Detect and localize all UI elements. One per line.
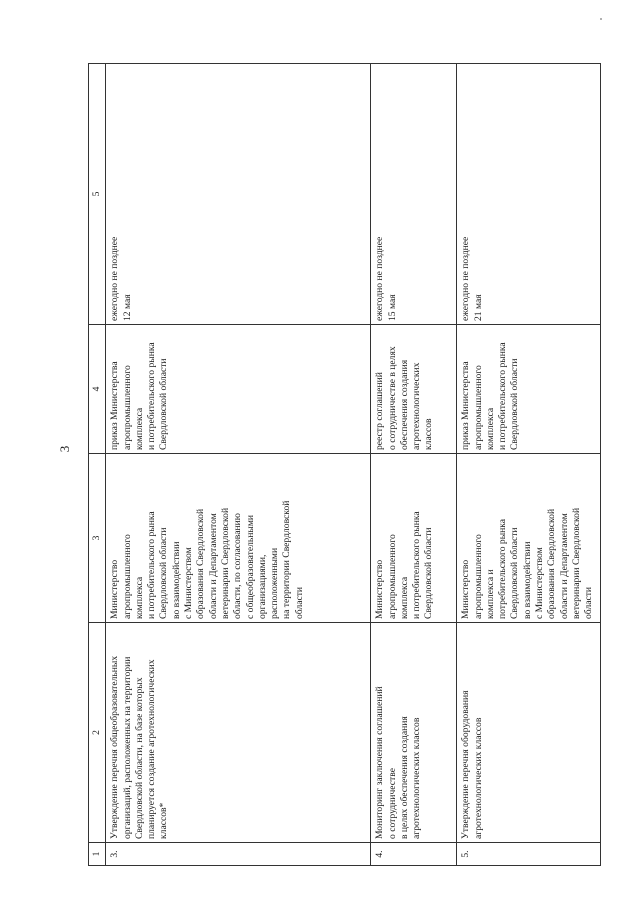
cell-text-line: с Министерством xyxy=(534,547,546,619)
table-row xyxy=(371,64,457,866)
cell-text-line: с общеобразовательными xyxy=(244,514,256,619)
table-header-row xyxy=(89,64,106,866)
cell-text-line: ветеринарии Свердловской xyxy=(570,507,582,619)
cell-text-line: агротехнологических классов xyxy=(411,717,423,839)
cell-text-line: агропромышленного xyxy=(386,534,398,619)
cell-text-line: комплекса xyxy=(484,407,496,450)
cell-text-line: организациями, xyxy=(256,554,268,619)
measure-description xyxy=(371,623,457,843)
cell-text-line: агропромышленного xyxy=(121,365,133,450)
measure-description xyxy=(106,623,371,843)
header-col-3: 3 xyxy=(89,454,106,623)
page-number: 3 xyxy=(57,445,72,453)
cell-text-line: классов* xyxy=(158,802,170,839)
cell-text-line: агропромышленного xyxy=(472,365,484,450)
cell-text-line: и потребительского рынка xyxy=(146,342,158,450)
cell-text-line: области, по согласованию xyxy=(232,513,244,619)
table-row xyxy=(457,64,601,866)
cell-text-line: и потребительского рынка xyxy=(146,511,158,619)
cell-text-line: 15 мая xyxy=(386,294,398,321)
cell-text-line: агротехнологических xyxy=(411,362,423,450)
cell-text-line: 21 мая xyxy=(472,294,484,321)
cell-text-line: о сотрудничестве в целях xyxy=(386,346,398,450)
header-col-5: 5 xyxy=(89,64,106,325)
row-number: 3. xyxy=(106,843,371,866)
cell-text-line: расположенными xyxy=(269,547,281,619)
cell-text-line: агропромышленного xyxy=(121,534,133,619)
cell-text-line: планируется создание агротехнологических xyxy=(146,659,158,839)
cell-text-line: 12 мая xyxy=(121,294,133,321)
cell-text-line: во взаимодействии xyxy=(170,541,182,619)
cell-text-line: Свердловской области xyxy=(509,527,521,619)
responsible-executors xyxy=(457,454,601,623)
cell-text-line: на территории Свердловской xyxy=(281,500,293,619)
cell-text-line: ежегодно не позднее xyxy=(109,236,121,321)
cell-text-line: в целях обеспечения создания xyxy=(398,716,410,839)
cell-text-line: Утверждение перечня оборудования xyxy=(460,690,472,839)
cell-text-line: ежегодно не позднее xyxy=(460,236,472,321)
cell-text-line: области и Департаментом xyxy=(207,513,219,619)
cell-text-line: и потребительского рынка xyxy=(411,511,423,619)
cell-text-line: ежегодно не позднее xyxy=(374,236,386,321)
cell-text-line: комплекса xyxy=(133,576,145,619)
cell-text-line: обеспечения создания xyxy=(398,359,410,450)
row-number: 5. xyxy=(457,843,601,866)
cell-text-line: ветеринарии Свердловской xyxy=(219,507,231,619)
table-row xyxy=(106,64,371,866)
result-document xyxy=(371,325,457,454)
cell-text-line: организаций, расположенных на территории xyxy=(121,656,133,839)
cell-text-line: Мониторинг заключения соглашений xyxy=(374,686,386,839)
cell-text-line: Свердловской области xyxy=(423,527,435,619)
cell-text-line: области и Департаментом xyxy=(558,513,570,619)
header-col-2: 2 xyxy=(89,623,106,843)
cell-text-line: Свердловской области xyxy=(158,358,170,450)
cell-text-line: Свердловской области, на базе которых xyxy=(133,677,145,839)
cell-text-line: образования Свердловской xyxy=(195,508,207,619)
cell-text-line: комплекса xyxy=(398,576,410,619)
cell-text-line: приказ Министерства xyxy=(109,361,121,450)
responsible-executors xyxy=(106,454,371,623)
cell-text-line: Свердловской области xyxy=(509,358,521,450)
measure-description xyxy=(457,623,601,843)
cell-text-line: о сотрудничестве xyxy=(386,768,398,839)
cell-text-line: Свердловской области xyxy=(158,527,170,619)
result-document xyxy=(106,325,371,454)
header-col-1: 1 xyxy=(89,843,106,866)
cell-text-line: потребительского рынка xyxy=(497,518,509,619)
cell-text-line: с Министерством xyxy=(183,547,195,619)
cell-text-line: агротехнологических классов xyxy=(472,717,484,839)
cell-text-line: области xyxy=(293,586,305,619)
measures-table xyxy=(88,63,601,866)
cell-text-line: Министерство xyxy=(109,559,121,619)
cell-text-line: Утверждение перечня общеобразовательных xyxy=(109,655,121,839)
rotated-table-container xyxy=(88,64,599,866)
row-number: 4. xyxy=(371,843,457,866)
scan-speck xyxy=(600,18,602,20)
deadline xyxy=(371,64,457,325)
cell-text-line: приказ Министерства xyxy=(460,361,472,450)
cell-text-line: реестр соглашений xyxy=(374,372,386,450)
cell-text-line: комплекса и xyxy=(484,569,496,619)
cell-text-line: области xyxy=(583,586,595,619)
deadline xyxy=(106,64,371,325)
header-col-4: 4 xyxy=(89,325,106,454)
cell-text-line: Министерство xyxy=(374,559,386,619)
responsible-executors xyxy=(371,454,457,623)
cell-text-line: агропромышленного xyxy=(472,534,484,619)
cell-text-line: Министерство xyxy=(460,559,472,619)
cell-text-line: комплекса xyxy=(133,407,145,450)
cell-text-line: классов xyxy=(423,418,435,450)
result-document xyxy=(457,325,601,454)
deadline xyxy=(457,64,601,325)
cell-text-line: во взаимодействии xyxy=(521,541,533,619)
cell-text-line: и потребительского рынка xyxy=(497,342,509,450)
cell-text-line: образования Свердловской xyxy=(546,508,558,619)
